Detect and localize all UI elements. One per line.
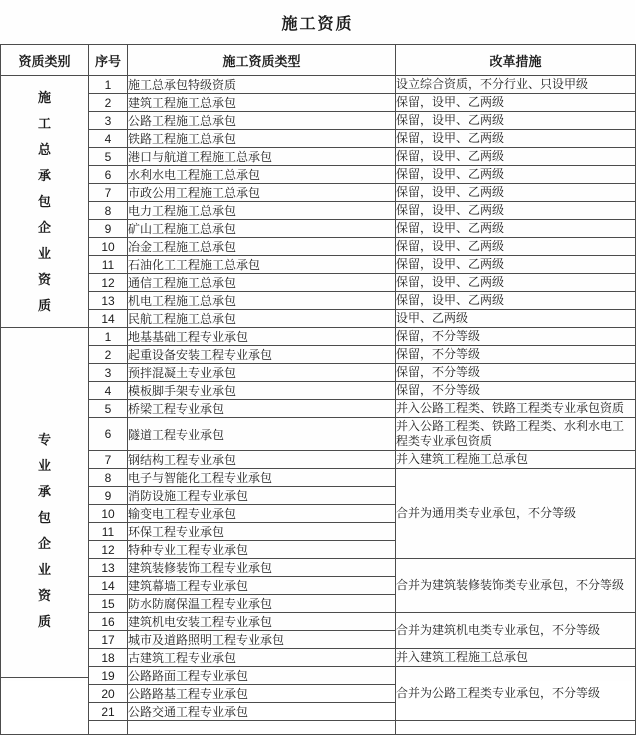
type-cell: 建筑机电安装工程专业承包 (128, 613, 396, 631)
type-cell: 钢结构工程专业承包 (128, 451, 396, 469)
row-number-cell: 19 (89, 667, 128, 685)
measure-cell: 合并为建筑装修装饰类专业承包，不分等级 (396, 559, 636, 613)
measure-cell: 并入建筑工程施工总承包 (396, 451, 636, 469)
type-cell: 民航工程施工总承包 (128, 310, 396, 328)
type-cell: 建筑装修装饰工程专业承包 (128, 559, 396, 577)
measure-cell (396, 721, 636, 735)
type-cell: 通信工程施工总承包 (128, 274, 396, 292)
row-number-cell: 11 (89, 523, 128, 541)
row-number-cell: 9 (89, 220, 128, 238)
row-number-cell: 5 (89, 148, 128, 166)
measure-cell: 合并为公路工程类专业承包，不分等级 (396, 667, 636, 721)
category-cell (1, 328, 89, 735)
table-row (1, 94, 636, 112)
row-number-cell: 3 (89, 364, 128, 382)
row-number-cell: 7 (89, 184, 128, 202)
type-cell: 防水防腐保温工程专业承包 (128, 595, 396, 613)
table-row (1, 559, 636, 577)
table-row (1, 328, 636, 346)
row-number-cell: 15 (89, 595, 128, 613)
table-row (1, 148, 636, 166)
row-number-cell: 18 (89, 649, 128, 667)
type-cell: 桥梁工程专业承包 (128, 400, 396, 418)
measure-cell: 合并为建筑机电类专业承包，不分等级 (396, 613, 636, 649)
category-label: 专业承包企业资质 (37, 432, 51, 629)
row-number-cell: 12 (89, 541, 128, 559)
type-cell: 施工总承包特级资质 (128, 76, 396, 94)
measure-cell: 保留，不分等级 (396, 364, 636, 382)
measure-cell: 保留，设甲、乙两级 (396, 220, 636, 238)
table-row (1, 274, 636, 292)
row-number-cell: 17 (89, 631, 128, 649)
measure-cell: 并入公路工程类、铁路工程类、水利水电工程类专业承包资质 (396, 418, 636, 451)
measure-cell: 保留，设甲、乙两级 (396, 94, 636, 112)
row-number-cell: 16 (89, 613, 128, 631)
table-row (1, 310, 636, 328)
type-cell: 建筑幕墙工程专业承包 (128, 577, 396, 595)
type-cell: 隧道工程专业承包 (128, 418, 396, 451)
header-cell-type: 施工资质类型 (128, 45, 396, 76)
row-number-cell: 1 (89, 76, 128, 94)
row-number-cell: 10 (89, 238, 128, 256)
table-row (1, 220, 636, 238)
measure-cell: 保留，不分等级 (396, 346, 636, 364)
header-cell-category: 资质类别 (1, 45, 89, 76)
row-number-cell: 6 (89, 418, 128, 451)
type-cell: 公路工程施工总承包 (128, 112, 396, 130)
header-cell-no: 序号 (89, 45, 128, 76)
row-number-cell: 7 (89, 451, 128, 469)
table-row (1, 166, 636, 184)
type-cell: 模板脚手架专业承包 (128, 382, 396, 400)
category-cell (1, 76, 89, 328)
row-number-cell: 20 (89, 685, 128, 703)
type-cell: 消防设施工程专业承包 (128, 487, 396, 505)
row-number-cell: 2 (89, 346, 128, 364)
table-row (1, 469, 636, 487)
type-cell: 公路路面工程专业承包 (128, 667, 396, 685)
measure-cell: 保留，设甲、乙两级 (396, 130, 636, 148)
type-cell: 地基基础工程专业承包 (128, 328, 396, 346)
table-row (1, 721, 636, 735)
table-row (1, 418, 636, 451)
row-number-cell: 6 (89, 166, 128, 184)
table-row (1, 130, 636, 148)
type-cell: 输变电工程专业承包 (128, 505, 396, 523)
table-row (1, 76, 636, 94)
qualification-table-body (1, 76, 636, 735)
row-number-cell: 4 (89, 130, 128, 148)
table-row (1, 451, 636, 469)
type-cell: 城市及道路照明工程专业承包 (128, 631, 396, 649)
row-number-cell: 14 (89, 310, 128, 328)
qualification-table (0, 44, 636, 735)
measure-cell: 保留，设甲、乙两级 (396, 292, 636, 310)
table-row (1, 202, 636, 220)
row-number-cell (89, 721, 128, 735)
measure-cell: 保留，设甲、乙两级 (396, 166, 636, 184)
measure-cell: 设立综合资质，不分行业、只设甲级 (396, 76, 636, 94)
table-row (1, 364, 636, 382)
measure-cell: 保留，设甲、乙两级 (396, 238, 636, 256)
type-cell: 起重设备安装工程专业承包 (128, 346, 396, 364)
category-label: 施工总承包企业资质 (37, 89, 51, 313)
table-row (1, 400, 636, 418)
measure-cell: 并入公路工程类、铁路工程类专业承包资质 (396, 400, 636, 418)
type-cell: 公路交通工程专业承包 (128, 703, 396, 721)
row-number-cell: 1 (89, 328, 128, 346)
type-cell: 铁路工程施工总承包 (128, 130, 396, 148)
measure-cell: 保留，设甲、乙两级 (396, 148, 636, 166)
bottom-left-border-line (0, 677, 89, 678)
measure-cell: 保留，设甲、乙两级 (396, 202, 636, 220)
measure-cell: 合并为通用类专业承包，不分等级 (396, 469, 636, 559)
measure-cell: 保留，设甲、乙两级 (396, 112, 636, 130)
measure-cell: 保留，设甲、乙两级 (396, 274, 636, 292)
type-cell: 预拌混凝土专业承包 (128, 364, 396, 382)
table-row (1, 292, 636, 310)
page-title: 施工资质 (281, 15, 354, 33)
measure-cell: 保留，设甲、乙两级 (396, 184, 636, 202)
type-cell: 公路路基工程专业承包 (128, 685, 396, 703)
row-number-cell: 14 (89, 577, 128, 595)
row-number-cell: 21 (89, 703, 128, 721)
row-number-cell: 12 (89, 274, 128, 292)
type-cell: 环保工程专业承包 (128, 523, 396, 541)
type-cell: 建筑工程施工总承包 (128, 94, 396, 112)
row-number-cell: 10 (89, 505, 128, 523)
row-number-cell: 13 (89, 559, 128, 577)
row-number-cell: 4 (89, 382, 128, 400)
type-cell: 特种专业工程专业承包 (128, 541, 396, 559)
row-number-cell: 8 (89, 202, 128, 220)
type-cell: 古建筑工程专业承包 (128, 649, 396, 667)
table-row (1, 346, 636, 364)
type-cell: 电力工程施工总承包 (128, 202, 396, 220)
measure-cell: 并入建筑工程施工总承包 (396, 649, 636, 667)
type-cell: 水利水电工程施工总承包 (128, 166, 396, 184)
row-number-cell: 5 (89, 400, 128, 418)
measure-cell: 保留，不分等级 (396, 382, 636, 400)
table-row (1, 382, 636, 400)
type-cell: 电子与智能化工程专业承包 (128, 469, 396, 487)
type-cell: 市政公用工程施工总承包 (128, 184, 396, 202)
row-number-cell: 11 (89, 256, 128, 274)
measure-cell: 设甲、乙两级 (396, 310, 636, 328)
table-row (1, 613, 636, 631)
table-row (1, 238, 636, 256)
type-cell: 冶金工程施工总承包 (128, 238, 396, 256)
type-cell: 机电工程施工总承包 (128, 292, 396, 310)
type-cell: 矿山工程施工总承包 (128, 220, 396, 238)
measure-cell: 保留，不分等级 (396, 328, 636, 346)
row-number-cell: 3 (89, 112, 128, 130)
header-row (1, 45, 636, 76)
row-number-cell: 8 (89, 469, 128, 487)
type-cell: 港口与航道工程施工总承包 (128, 148, 396, 166)
type-cell (128, 721, 396, 735)
header-cell-measure: 改革措施 (396, 45, 636, 76)
table-row (1, 256, 636, 274)
row-number-cell: 2 (89, 94, 128, 112)
table-row (1, 112, 636, 130)
measure-cell: 保留，设甲、乙两级 (396, 256, 636, 274)
row-number-cell: 9 (89, 487, 128, 505)
table-row (1, 667, 636, 685)
type-cell: 石油化工工程施工总承包 (128, 256, 396, 274)
table-row (1, 184, 636, 202)
row-number-cell: 13 (89, 292, 128, 310)
table-row (1, 649, 636, 667)
